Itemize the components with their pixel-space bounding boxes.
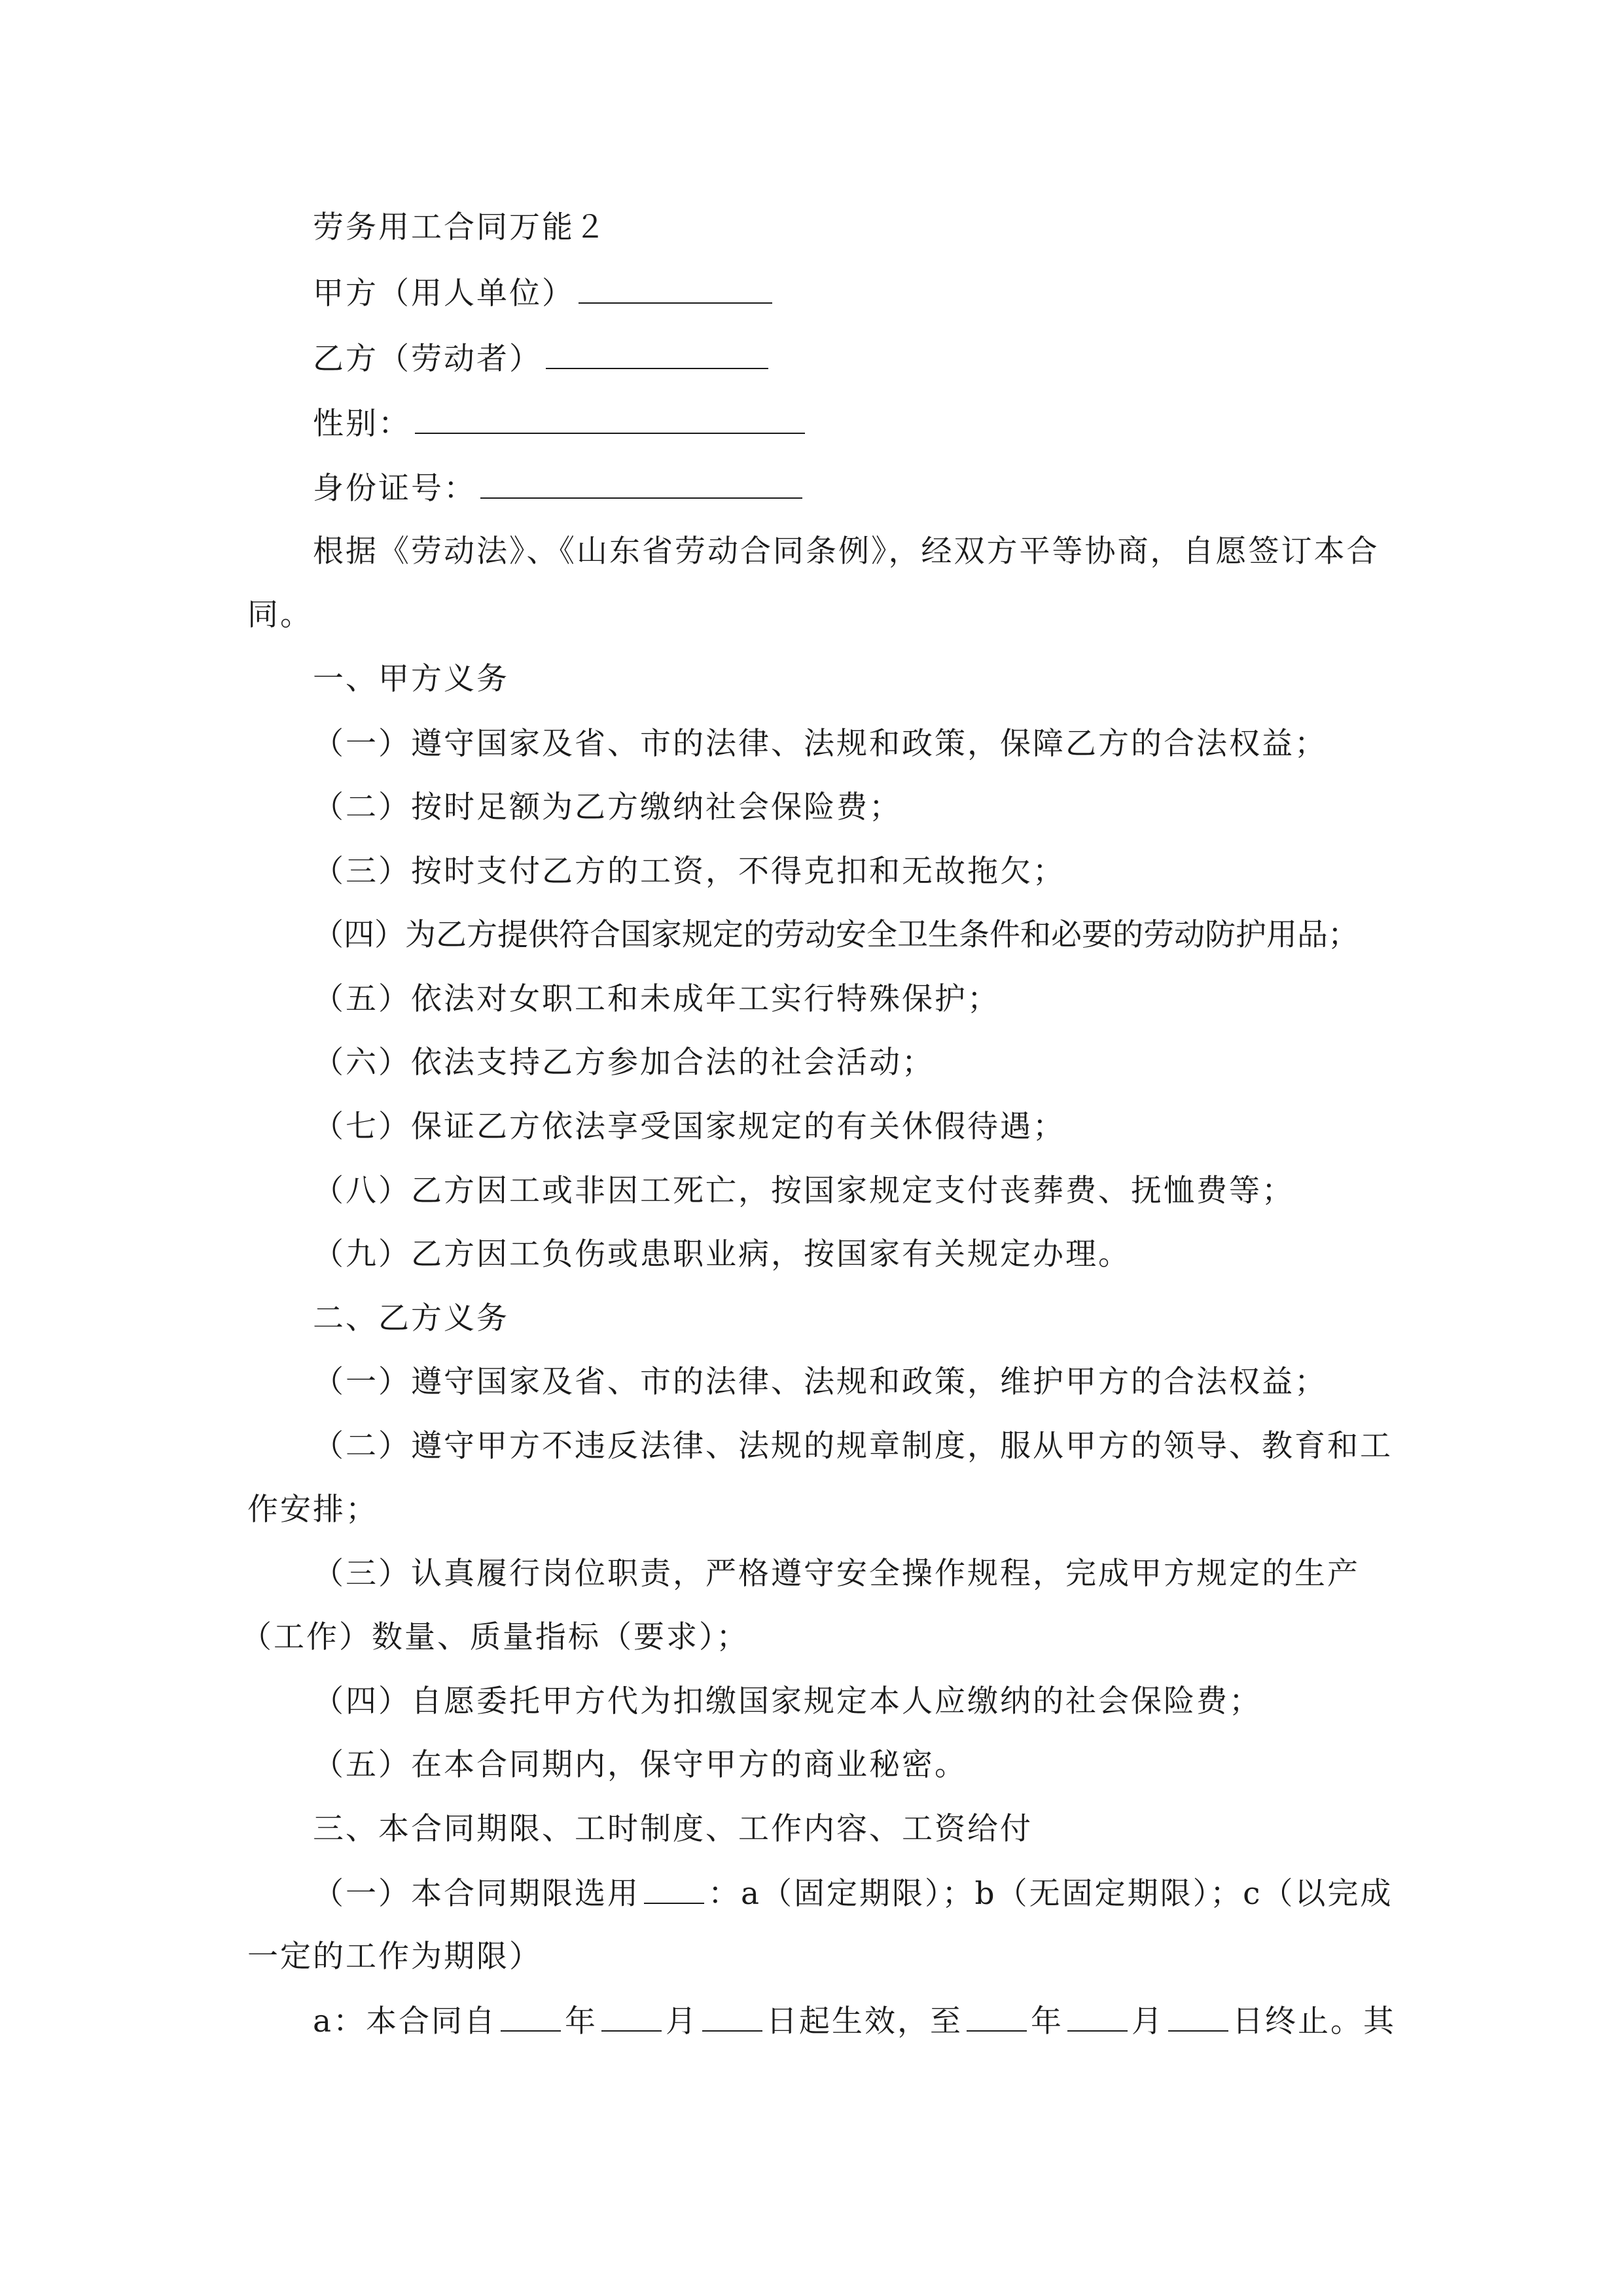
end-day-field[interactable]	[1168, 2001, 1228, 2032]
gender-field[interactable]	[415, 404, 805, 434]
end-day-suffix: 日终止。其	[1232, 2003, 1397, 2039]
section2-item-2-line-2: 作安排；	[247, 1492, 378, 1528]
start-month-label: 月	[666, 2003, 699, 2039]
party-b-label: 乙方（劳动者）	[313, 341, 542, 377]
section3-item-1-line-1	[313, 1874, 1393, 1914]
start-year-label: 年	[565, 2003, 598, 2039]
section3-term-a	[313, 2001, 1396, 2041]
section2-item-2-line-1: （二）遵守甲方不违反法律、法规的规章制度，服从甲方的领导、教育和工	[313, 1428, 1393, 1464]
gender-label: 性别：	[313, 406, 411, 442]
start-day-field[interactable]	[702, 2001, 762, 2032]
term-a-prefix: a：本合同自	[313, 2003, 497, 2039]
party-a-field[interactable]	[579, 274, 772, 304]
preamble-line-1: 根据《劳动法》、《山东省劳动合同条例》，经双方平等协商，自愿签订本合	[313, 533, 1380, 569]
section1-item-5: （五）依法对女职工和未成年工实行特殊保护；	[313, 981, 1000, 1017]
section2-item-1: （一）遵守国家及省、市的法律、法规和政策，维护甲方的合法权益；	[313, 1364, 1327, 1400]
gender-row	[313, 404, 809, 444]
section2-item-3-line-2: （工作）数量、质量指标（要求）；	[241, 1619, 749, 1655]
term-choice-options: ：a（固定期限）；b（无固定期限）；c（以完成	[708, 1876, 1393, 1912]
section3-heading: 三、本合同期限、工时制度、工作内容、工资给付	[313, 1811, 1033, 1847]
end-month-field[interactable]	[1067, 2001, 1128, 2032]
section2-heading: 二、乙方义务	[313, 1300, 509, 1336]
end-year-field[interactable]	[967, 2001, 1027, 2032]
id-row	[313, 469, 806, 509]
party-b-field[interactable]	[546, 339, 768, 369]
section1-item-6: （六）依法支持乙方参加合法的社会活动；	[313, 1045, 935, 1081]
start-year-field[interactable]	[501, 2001, 561, 2032]
start-day-suffix: 日起生效，至	[766, 2003, 963, 2039]
section2-item-3-line-1: （三）认真履行岗位职责，严格遵守安全操作规程，完成甲方规定的生产	[313, 1556, 1360, 1592]
section1-heading: 一、甲方义务	[313, 661, 509, 697]
section2-item-5: （五）在本合同期内，保守甲方的商业秘密。	[313, 1747, 967, 1783]
preamble-line-2: 同。	[247, 597, 313, 633]
section1-item-1: （一）遵守国家及省、市的法律、法规和政策，保障乙方的合法权益；	[313, 726, 1327, 762]
id-label: 身份证号：	[313, 471, 476, 507]
start-month-field[interactable]	[601, 2001, 662, 2032]
section1-item-8: （八）乙方因工或非因工死亡，按国家规定支付丧葬费、抚恤费等；	[313, 1173, 1294, 1209]
document-title: 劳务用工合同万能２	[313, 209, 607, 245]
term-choice-field[interactable]	[644, 1874, 704, 1904]
end-month-label: 月	[1132, 2003, 1165, 2039]
end-year-label: 年	[1031, 2003, 1064, 2039]
section1-item-7: （七）保证乙方依法享受国家规定的有关休假待遇；	[313, 1109, 1065, 1145]
section1-item-2: （二）按时足额为乙方缴纳社会保险费；	[313, 789, 902, 825]
section3-item-1-line-2: 一定的工作为期限）	[247, 1939, 542, 1975]
party-a-row	[313, 274, 776, 314]
id-field[interactable]	[480, 469, 802, 499]
section1-item-4: （四）为乙方提供符合国家规定的劳动安全卫生条件和必要的劳动防护用品；	[313, 917, 1359, 953]
section2-item-4: （四）自愿委托甲方代为扣缴国家规定本人应缴纳的社会保险费；	[313, 1683, 1262, 1719]
section1-item-3: （三）按时支付乙方的工资，不得克扣和无故拖欠；	[313, 853, 1065, 889]
party-b-row	[313, 339, 772, 379]
term-choice-prefix: （一）本合同期限选用	[313, 1876, 640, 1912]
section1-item-9: （九）乙方因工负伤或患职业病，按国家有关规定办理。	[313, 1236, 1131, 1272]
party-a-label: 甲方（用人单位）	[313, 276, 575, 312]
